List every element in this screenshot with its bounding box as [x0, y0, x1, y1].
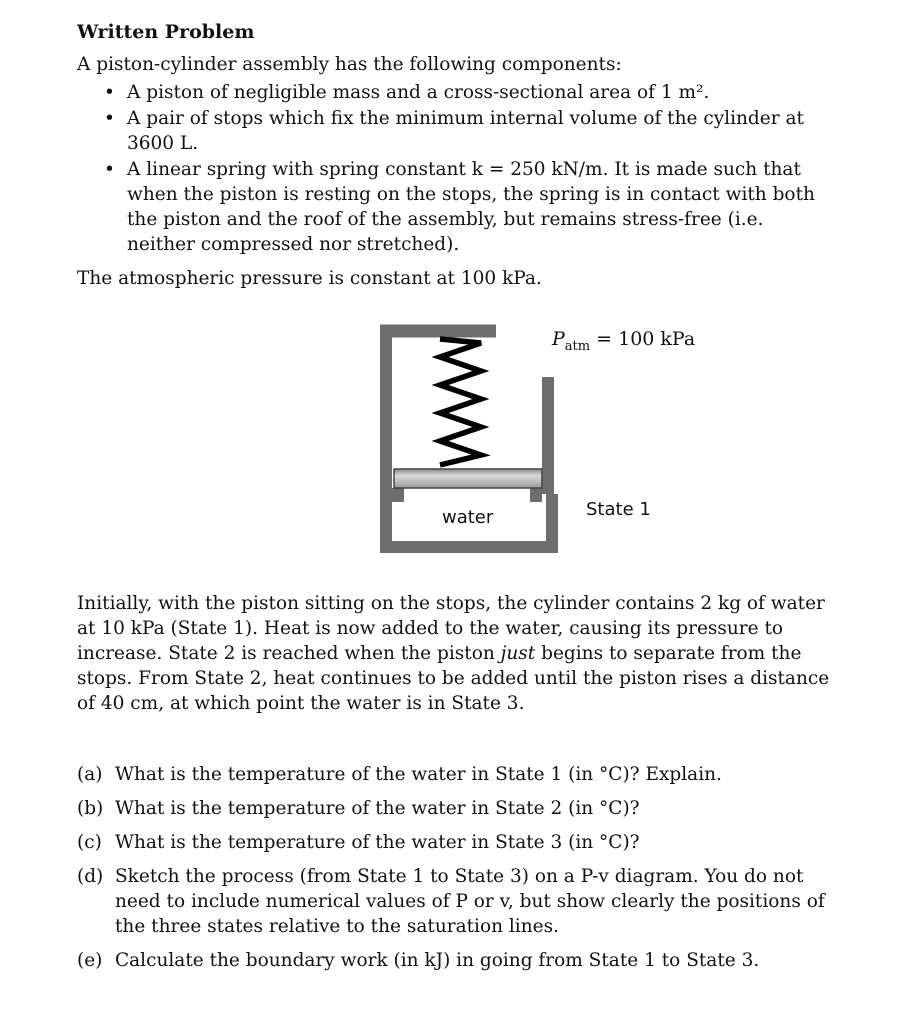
atmospheric-pressure-text: The atmospheric pressure is constant at 100 kPa.: [77, 268, 542, 289]
piston-cylinder-diagram: [370, 315, 730, 565]
paragraph-part1: Initially, with the piston sitting on the stops, the cylinder contains 2 kg of water at 10 kPa (State 1). Heat is now added to the water, causing its pressure to increase. State 2 is reached when the piston: [77, 593, 825, 664]
component-text: A pair of stops which fix the minimum internal volume of the cylinder at 3600 L.: [127, 108, 804, 154]
list-item: [77, 157, 837, 257]
question-text: Sketch the process (from State 1 to State 3) on a P-v diagram. You do not need to include numerical values of P or v, but show clearly the positions of the three states relative to the saturation lines.: [115, 866, 825, 937]
questions-list: [77, 762, 837, 982]
component-text: A linear spring with spring constant k = 250 kN/m. It is made such that when the piston is resting on the stops, the spring is in contact with both the piston and the roof of the assembly, but remains stress-free (i.e. neither compressed nor stretched).: [127, 159, 815, 255]
spring: [440, 339, 481, 465]
question-label: (b): [77, 798, 104, 819]
bullet-icon: •: [104, 159, 115, 180]
question-item: [77, 796, 837, 821]
process-paragraph: [77, 591, 837, 716]
list-item: [77, 80, 837, 105]
state-label: State 1: [586, 499, 651, 520]
question-text: What is the temperature of the water in State 1 (in °C)? Explain.: [115, 764, 722, 785]
stop-right: [530, 488, 542, 502]
question-item: [77, 948, 837, 973]
question-text: What is the temperature of the water in State 3 (in °C)?: [115, 832, 640, 853]
patm-symbol: P: [552, 328, 565, 350]
component-text: A piston of negligible mass and a cross-sectional area of 1 m².: [127, 82, 710, 103]
question-label: (e): [77, 950, 103, 971]
paragraph-part2: begins to separate from the stops. From State 2, heat continues to be added until the piston rises a distance of 40 cm, at which point the water is in State 3.: [77, 643, 830, 714]
question-item: [77, 762, 837, 787]
question-text: What is the temperature of the water in State 2 (in °C)?: [115, 798, 640, 819]
question-label: (a): [77, 764, 103, 785]
patm-label: [552, 328, 696, 354]
bullet-icon: •: [104, 108, 115, 129]
piston: [394, 469, 542, 488]
question-text: Calculate the boundary work (in kJ) in going from State 1 to State 3.: [115, 950, 760, 971]
intro-text: A piston-cylinder assembly has the following components:: [77, 54, 622, 75]
patm-subscript: atm: [564, 339, 591, 354]
bullet-icon: •: [104, 82, 115, 103]
question-label: (d): [77, 866, 104, 887]
components-list: [77, 80, 837, 258]
question-label: (c): [77, 832, 102, 853]
patm-value: = 100 kPa: [590, 328, 696, 350]
piston-cylinder-figure: [370, 315, 730, 565]
list-item: [77, 106, 837, 156]
stop-left: [392, 488, 404, 502]
question-item: [77, 830, 837, 855]
water-label: water: [442, 507, 494, 528]
question-item: [77, 864, 837, 939]
problem-title: Written Problem: [77, 21, 255, 43]
paragraph-emphasis: just: [500, 643, 536, 664]
